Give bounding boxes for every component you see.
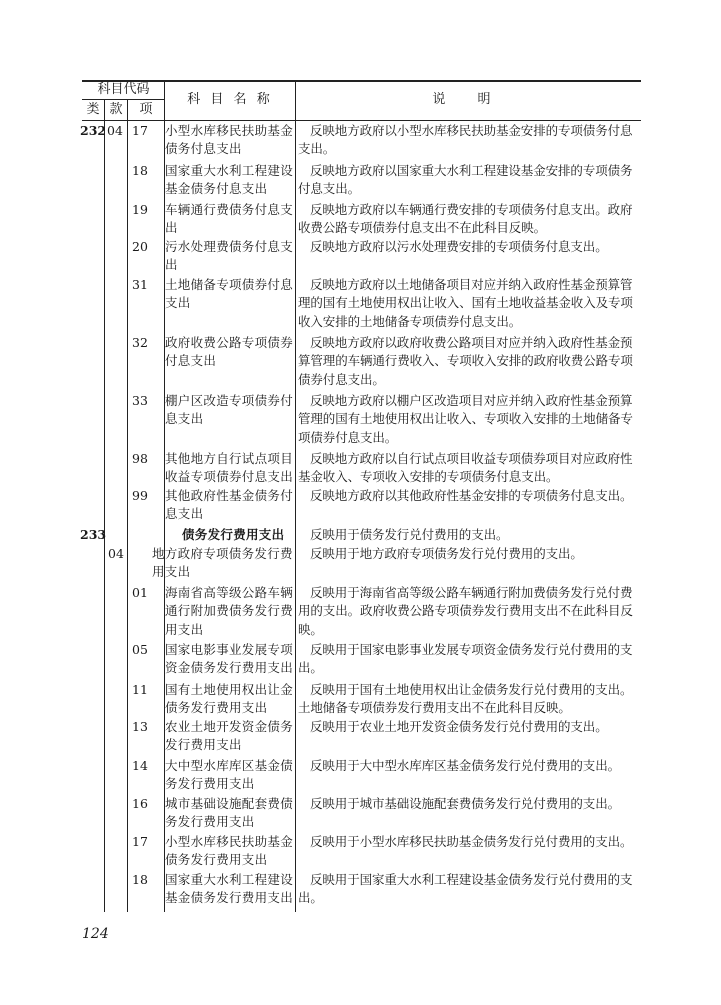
subject-name: 债务发行费用支出 — [182, 527, 285, 542]
subject-name: 国家电影事业发展专项资金债务发行费用支出 — [165, 642, 294, 676]
code-xiang: 98 — [132, 451, 148, 466]
subject-desc: 反映用于国家电影事业发展专项资金债务发行兑付费用的支出。 — [298, 642, 633, 676]
subject-name: 政府收费公路专项债券付息支出 — [165, 335, 294, 369]
header-mid-rule — [82, 99, 165, 100]
subject-desc: 反映用于海南省高等级公路车辆通行附加费债务发行兑付费用的支出。政府收费公路专项债券发行费用支出不在此科目反映。 — [298, 585, 633, 637]
header-desc: 说 明 — [432, 92, 505, 107]
subject-name: 国有土地使用权出让金债务发行费用支出 — [165, 682, 294, 716]
subject-name: 国家重大水利工程建设基金债务发行费用支出 — [165, 872, 294, 906]
subject-name: 城市基础设施配套费债务发行费用支出 — [165, 796, 294, 830]
code-lei: 232 — [80, 123, 107, 138]
subject-name: 土地储备专项债券付息支出 — [165, 277, 294, 311]
code-xiang: 32 — [132, 335, 148, 350]
subject-desc: 反映地方政府以土地储备项目对应并纳入政府性基金预算管理的国有土地使用权出让收入、国有土地收益基金收入及专项收入安排的土地储备专项债券付息支出。 — [298, 277, 633, 329]
header-bottom-rule — [82, 120, 641, 121]
subject-name: 国家重大水利工程建设基金债务付息支出 — [165, 163, 294, 197]
subject-desc: 反映用于小型水库移民扶助基金债务发行兑付费用的支出。 — [310, 834, 633, 849]
code-xiang: 18 — [132, 163, 148, 178]
code-xiang: 16 — [132, 796, 148, 811]
col-divider-name — [295, 80, 296, 912]
header-xiang: 项 — [139, 102, 153, 117]
subject-desc: 反映用于城市基础设施配套费债务发行兑付费用的支出。 — [310, 796, 621, 811]
subject-name: 棚户区改造专项债券付息支出 — [165, 393, 294, 427]
page-number: 124 — [82, 926, 109, 942]
code-xiang: 05 — [132, 642, 148, 657]
subject-desc: 反映地方政府以污水处理费安排的专项债务付息支出。 — [310, 239, 608, 254]
code-xiang: 11 — [132, 682, 148, 697]
subject-desc: 反映用于农业土地开发资金债务发行兑付费用的支出。 — [310, 719, 608, 734]
subject-name: 小型水库移民扶助基金债务付息支出 — [165, 123, 294, 157]
code-xiang: 18 — [132, 872, 148, 887]
subject-name: 其他地方自行试点项目收益专项债券付息支出 — [165, 451, 294, 485]
code-lei: 233 — [80, 527, 107, 542]
header-lei: 类 — [86, 102, 100, 117]
subject-desc: 反映地方政府以棚户区改造项目对应并纳入政府性基金预算管理的国有土地使用权出让收入、专项收入安排的土地储备专项债券付息支出。 — [298, 393, 633, 445]
table-top-rule — [82, 80, 641, 82]
subject-desc: 反映用于大中型水库库区基金债务发行兑付费用的支出。 — [310, 758, 621, 773]
subject-desc: 反映地方政府以自行试点项目收益专项债券项目对应政府性基金收入、专项收入安排的专项债务付息支出。 — [298, 451, 633, 485]
header-kuan: 款 — [109, 102, 123, 117]
col-divider-lei — [104, 99, 105, 912]
col-divider-kuan — [127, 99, 128, 912]
subject-desc: 反映用于国家重大水利工程建设基金债务发行兑付费用的支出。 — [298, 872, 633, 906]
subject-name: 其他政府性基金债务付息支出 — [165, 488, 294, 522]
code-xiang: 20 — [132, 239, 148, 254]
code-xiang: 31 — [132, 277, 148, 292]
subject-desc: 反映用于地方政府专项债务发行兑付费用的支出。 — [310, 546, 583, 561]
code-xiang: 17 — [132, 123, 148, 138]
subject-name: 大中型水库库区基金债务发行费用支出 — [165, 758, 294, 792]
subject-desc: 反映地方政府以政府收费公路项目对应并纳入政府性基金预算管理的车辆通行费收入、专项收入安排的政府收费公路专项债券付息支出。 — [298, 335, 633, 387]
subject-desc: 反映地方政府以其他政府性基金安排的专项债务付息支出。 — [310, 488, 633, 503]
code-xiang: 33 — [132, 393, 148, 408]
subject-name: 海南省高等级公路车辆通行附加费债务发行费用支出 — [165, 585, 294, 637]
subject-name: 农业土地开发资金债务发行费用支出 — [165, 719, 294, 753]
subject-name: 地方政府专项债务发行费用支出 — [152, 546, 293, 580]
subject-name: 小型水库移民扶助基金债务发行费用支出 — [165, 834, 294, 868]
subject-code-table — [82, 80, 641, 912]
subject-desc: 反映地方政府以车辆通行费安排的专项债务付息支出。政府收费公路专项债券付息支出不在此科目反映。 — [298, 202, 633, 236]
header-code-group: 科目代码 — [97, 82, 150, 97]
subject-desc: 反映用于国有土地使用权出让金债务发行兑付费用的支出。土地储备专项债券发行费用支出不在此科目反映。 — [298, 682, 633, 716]
subject-name: 污水处理费债务付息支出 — [165, 239, 294, 273]
code-xiang: 19 — [132, 202, 148, 217]
subject-desc: 反映地方政府以国家重大水利工程建设基金安排的专项债务付息支出。 — [298, 163, 633, 197]
header-name: 科 目 名 称 — [187, 92, 273, 107]
subject-name: 车辆通行费债务付息支出 — [165, 202, 294, 236]
subject-desc: 反映地方政府以小型水库移民扶助基金安排的专项债务付息支出。 — [298, 123, 633, 157]
code-xiang: 99 — [132, 488, 148, 503]
code-kuan: 04 — [107, 123, 123, 138]
code-xiang: 17 — [132, 834, 148, 849]
subject-desc: 反映用于债务发行兑付费用的支出。 — [310, 527, 509, 542]
code-xiang: 14 — [132, 758, 148, 773]
code-kuan: 04 — [108, 546, 124, 561]
code-xiang: 01 — [132, 585, 148, 600]
code-xiang: 13 — [132, 719, 148, 734]
